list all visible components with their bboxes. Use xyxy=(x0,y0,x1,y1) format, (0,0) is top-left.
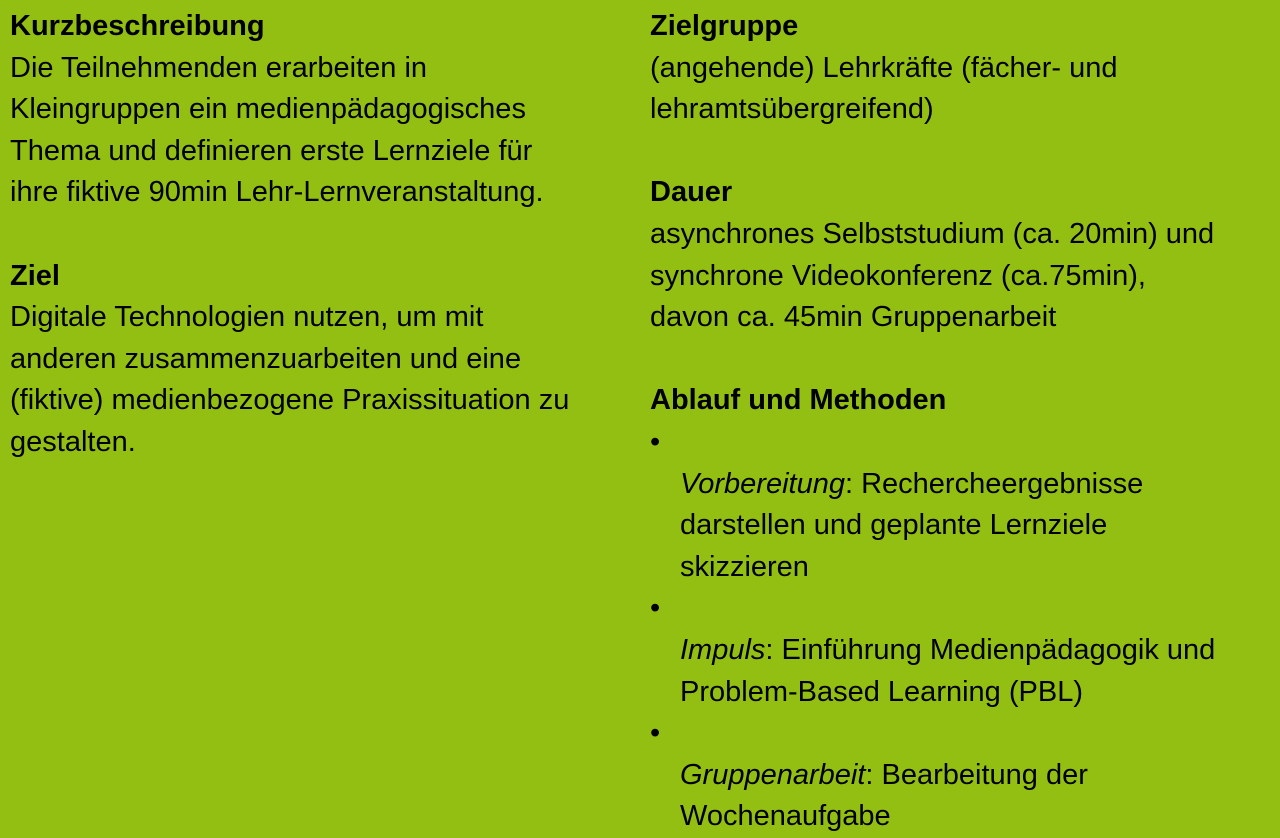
step-text: : Rechercheergebnisse darstellen und geplante Lernziele skizzieren xyxy=(680,467,1144,583)
ziel-heading: Ziel xyxy=(10,259,60,292)
list-item xyxy=(650,713,1272,838)
spacer xyxy=(650,131,1272,173)
bullet-icon: • xyxy=(650,717,661,750)
ablauf-heading: Ablauf und Methoden xyxy=(650,384,947,417)
kurzbeschreibung-text: Die Teilnehmenden erarbeiten in Kleingruppen ein medienpädagogisches Thema und definieren erste Lernziele für ihre fiktive 90min Lehr-Lernveranstaltung. xyxy=(10,51,544,209)
bullet-icon: • xyxy=(650,425,661,458)
kurzbeschreibung-heading: Kurzbeschreibung xyxy=(10,10,265,42)
step-text: : Einführung Medienpädagogik und Problem-Based Learning (PBL) xyxy=(680,633,1216,708)
list-item xyxy=(650,422,1272,588)
step-term: Impuls xyxy=(680,633,766,666)
bullet-icon: • xyxy=(650,592,661,625)
step-text: : Bearbeitung der Wochenaufgabe xyxy=(680,758,1088,833)
dauer-heading: Dauer xyxy=(650,176,733,209)
list-item xyxy=(650,588,1272,713)
right-column xyxy=(650,6,1272,838)
zielgruppe-heading: Zielgruppe xyxy=(650,10,799,42)
spacer xyxy=(10,214,630,256)
dauer-text: asynchrones Selbststudium (ca. 20min) und synchrone Videokonferenz (ca.75min), davon ca. 45min Gruppenarbeit xyxy=(650,217,1215,334)
step-term: Gruppenarbeit xyxy=(680,758,866,791)
step-term: Vorbereitung xyxy=(680,467,845,500)
left-column xyxy=(10,6,630,464)
zielgruppe-text: (angehende) Lehrkräfte (fächer- und lehramtsübergreifend) xyxy=(650,51,1118,126)
spacer xyxy=(650,339,1272,381)
ziel-text: Digitale Technologien nutzen, um mit anderen zusammenzuarbeiten und eine (fiktive) medienbezogene Praxissituation zu gestalten. xyxy=(10,301,570,458)
ablauf-list xyxy=(650,422,1272,838)
